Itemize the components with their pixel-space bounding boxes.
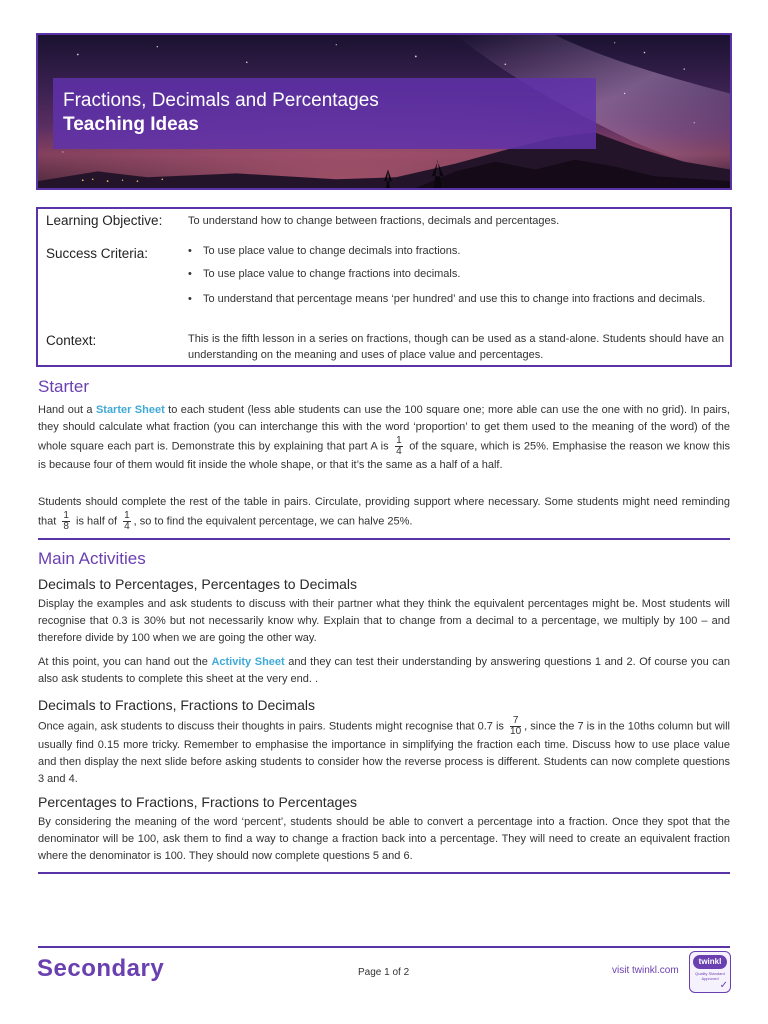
subsection-heading: Decimals to Fractions, Fractions to Decimals (38, 697, 315, 713)
document-subtitle: Teaching Ideas (63, 114, 199, 135)
subsection-heading: Percentages to Fractions, Fractions to Percentages (38, 794, 358, 810)
quality-badge-logo: twinkl Quality Standard Approved ✓ (689, 951, 731, 993)
fraction-one-eighth: $\frac{1}{8}$ (63, 510, 69, 532)
objectives-box (36, 207, 732, 367)
success-criteria-item: • To use place value to change decimals into fractions. (188, 243, 724, 260)
subsection-heading: Decimals to Percentages, Percentages to Decimals (38, 576, 358, 592)
context-label: Context: (46, 333, 97, 348)
bullet-icon: • (188, 268, 192, 280)
success-criteria-label: Success Criteria: (46, 246, 149, 261)
website-link[interactable]: visit twinkl.com (612, 965, 679, 976)
bullet-icon: • (188, 293, 192, 305)
section-divider (38, 872, 730, 874)
starter-paragraph-2: Students should complete the rest of the table in pairs. Circulate, providing support where necessary. Some students might need reminding that $\frac{1}{8}$ is half of $\frac{1}{4}$ , so to find the equivalent percentage, we can halve 25%. (38, 496, 730, 532)
starter-heading: Starter (38, 377, 90, 396)
fraction-one-quarter: $\frac{1}{4}$ (396, 435, 402, 457)
document-title: Fractions, Decimals and Percentages (63, 90, 379, 111)
learning-objective-label: Learning Objective: (46, 213, 163, 228)
section-divider (38, 538, 730, 540)
activity-sheet-link[interactable]: Activity Sheet (211, 656, 285, 668)
starter-paragraph-1: Hand out a Starter Sheet to each student (less able students can use the 100 square one; more able can use the one with no grid). In pairs, they should calculate what fraction (you can interchange this with the word ‘proportion’ to get them used to the meaning of the word) of the whole square each part is. Demonstrate this by explaining that part A is $\frac{1}{4}$ of the square, which is 25%. Emphasise the reason we know this is because four of them would fit inside the whole shape, or that it’s the same as a half of a half. (38, 404, 731, 471)
title-box (53, 78, 596, 149)
context-text: This is the fifth lesson in a series on fractions, though can be used as a stand-alone. Students should have an understanding on the meaning and uses of place value and percentages. (188, 333, 724, 361)
fraction-one-quarter: $\frac{1}{4}$ (124, 510, 130, 532)
footer-divider (38, 946, 730, 948)
secondary-logo: Secondary (37, 955, 165, 982)
page-number: Page 1 of 2 (358, 967, 410, 978)
subsection-paragraph: At this point, you can hand out the Activity Sheet and they can test their understanding by answering questions 1 and 2. Of course you can also ask students to complete this sheet at the very end. . (38, 656, 731, 685)
main-activities-heading: Main Activities (38, 549, 146, 568)
starter-sheet-link[interactable]: Starter Sheet (95, 404, 165, 416)
header-banner (36, 33, 732, 190)
bullet-icon: • (188, 245, 192, 257)
subsection-paragraph: Display the examples and ask students to discuss with their partner what they think the equivalent percentages might be. Most students will recognise that 0.3 is 30% but not necessarily know why. Explain that to change from a decimal to a percentage, we multiply by 100 – and therefore divide by 100 when we are going the other way. (38, 598, 730, 644)
subsection-paragraph: Once again, ask students to discuss their thoughts in pairs. Students might recognise that 0.7 is $\frac{7}{10}$ , since the 7 is in the 10ths column but will usually find 0.15 more tricky. Remember to emphasise the importance in simplifying the fraction each time. Discuss how to use place value and then display the next slide before asking students to consider how the reverse process is different. Students can now complete questions 3 and 4. (38, 715, 730, 785)
fraction-seven-tenths: $\frac{7}{10}$ (510, 715, 522, 737)
check-icon: ✓ (719, 980, 728, 991)
subsection-paragraph: By considering the meaning of the word ‘percent’, students should be able to convert a percentage into a fraction. Once they spot that the denominator will be 100, ask them to find a way to change a fraction back into a percentage. They will need to create an equivalent fraction where the denominator is 100. They should now complete questions 5 and 6. (38, 816, 730, 862)
success-criteria-item: • To understand that percentage means ‘per hundred’ and use this to change into fractions and decimals. (188, 291, 724, 308)
success-criteria-item: • To use place value to change fractions into decimals. (188, 266, 724, 283)
learning-objective-text: To understand how to change between fractions, decimals and percentages. (188, 215, 560, 227)
